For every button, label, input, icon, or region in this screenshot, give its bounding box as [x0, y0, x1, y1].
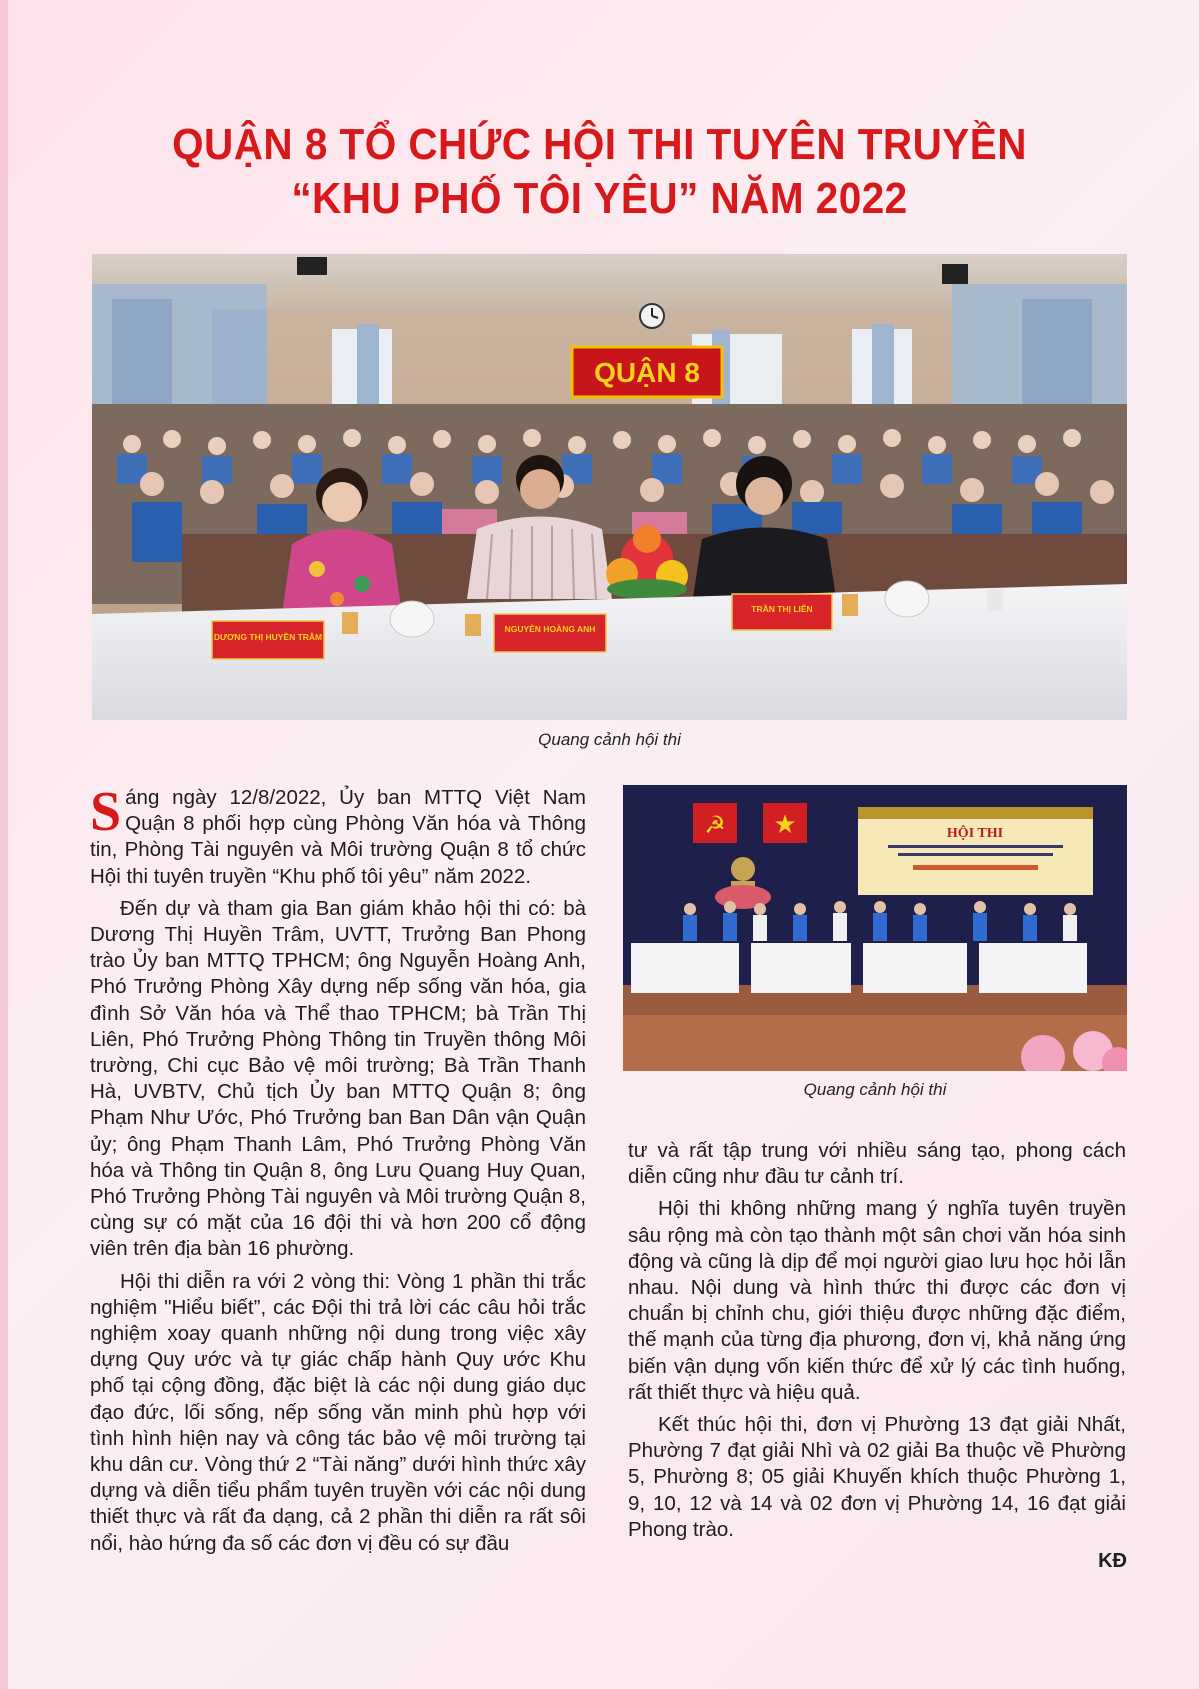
svg-text:☭: ☭ — [704, 811, 726, 839]
paragraph-1-text: áng ngày 12/8/2022, Ủy ban MTTQ Việt Nam Quận 8 phối hợp cùng Phòng Văn hóa và Thông tin, Phòng Tài nguyên và Môi trường Quận 8 tổ chức Hội thi tuyên truyền “Khu phố tôi yêu” năm 2022. — [90, 786, 586, 888]
paragraph-4: Hội thi không những mang ý nghĩa tuyên truyền sâu rộng mà còn tạo thành một sân chơi văn hóa sinh động và cũng là dịp để mọi người giao lưu học hỏi lẫn nhau. Nội dung và hình thức thi được các đơn vị chuẩn bị chỉnh chu, giới thiệu được những đặc điểm, thế mạnh của từng địa phương, đơn vị, khả năng ứng biến vận dụng vốn kiến thức để xử lý các tình huống, rất thiết thực và hiệu quả. — [628, 1197, 1126, 1404]
title-line-2: “KHU PHỐ TÔI YÊU” NĂM 2022 — [291, 174, 908, 223]
svg-text:★: ★ — [773, 810, 797, 840]
article-title — [48, 118, 1151, 226]
page-edge — [0, 0, 8, 1689]
nameplate-2: NGUYỄN HOÀNG ANH — [504, 624, 596, 634]
paragraph-3: Hội thi diễn ra với 2 vòng thi: Vòng 1 phần thi trắc nghiệm "Hiểu biết”, các Đội thi trả lời các câu hỏi trắc nghiệm xoay quanh những nội dung trong việc xây dựng Quy ước và tự giác chấp hành Quy ước Khu phố tại cộng đồng, đặc biệt là các nội dung giáo dục đạo đức, lối sống, nếp sống văn minh phù hợp với tình hình hiện nay và công tác bảo vệ môi trường tại khu dân cư. Vòng thứ 2 “Tài năng” dưới hình thức xây dựng và diễn tiểu phẩm tuyên truyền với các nội dung thiết thực và rất đa dạng, cả 2 phần thi diễn ra rất sôi nổi, hào hứng đa số các đơn vị đều có sự đầu — [90, 1269, 586, 1555]
article-column-right — [628, 1138, 1126, 1549]
paragraph-2: Đến dự và tham gia Ban giám khảo hội thi có: bà Dương Thị Huyền Trâm, UVTT, Trưởng Ban Phong trào Ủy ban MTTQ TPHCM; ông Nguyễn Hoàng Anh, Phó Trưởng Phòng Xây dựng nếp sống văn hóa, gia đình Sở Văn hóa và Thể thao TPHCM; bà Trần Thị Liên, Phó Trưởng Phòng Thông tin Truyền thông Môi trường, Chi cục Bảo vệ môi trường; Bà Trần Thanh Hà, UVBTV, Chủ tịch Ủy ban MTTQ Quận 8; ông Phạm Như Ước, Phó Trưởng ban Ban Dân vận Quận ủy; ông Phạm Thanh Lâm, Phó Trưởng Phòng Văn hóa và Thông tin Quận 8, ông Lưu Quang Huy Quan, Phó Trưởng Phòng Tài nguyên và Môi trường Quận 8, cùng sự có mặt của 16 đội thi và hơn 200 cổ động viên trên địa bàn 16 phường. — [90, 896, 586, 1261]
nameplate-1: DƯƠNG THỊ HUYỀN TRÂM — [213, 632, 323, 642]
photo-conference-hall — [92, 254, 1127, 720]
banner-text: QUẬN 8 — [594, 357, 700, 388]
stage-banner-title: HỘI THI — [946, 826, 1004, 841]
author-signature: KĐ — [1098, 1550, 1127, 1572]
drop-cap: S — [90, 781, 122, 843]
article-column-left — [90, 781, 586, 1563]
title-line-1: QUẬN 8 TỔ CHỨC HỘI THI TUYÊN TRUYỀN — [172, 120, 1027, 169]
paragraph-1 — [90, 781, 586, 890]
caption-main-photo: Quang cảnh hội thi — [538, 730, 681, 749]
photo-stage — [623, 785, 1127, 1071]
caption-stage-photo: Quang cảnh hội thi — [803, 1080, 947, 1099]
paragraph-3-continued: tư và rất tập trung với nhiều sáng tạo, phong cách diễn cũng như đầu tư cảnh trí. — [628, 1139, 1126, 1189]
nameplate-3: TRẦN THỊ LIÊN — [751, 604, 813, 614]
paragraph-5: Kết thúc hội thi, đơn vị Phường 13 đạt giải Nhất, Phường 7 đạt giải Nhì và 02 giải Ba thuộc về Phường 5, Phường 8; 05 giải Khuyến khích thuộc Phường 1, 9, 10, 12 và 14 và 02 đơn vị Phường 14, 16 đạt giải Phong trào. — [628, 1413, 1126, 1541]
